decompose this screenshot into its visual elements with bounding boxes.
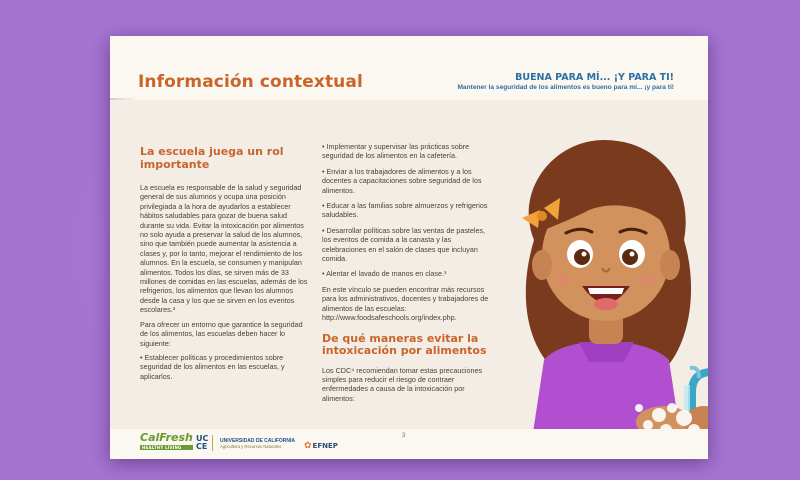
page-title: Información contextual	[138, 72, 363, 92]
list-item: • Alentar el lavado de manos en clase.³	[322, 269, 447, 279]
series-title: BUENA PARA MÍ... ¡Y PARA TI!	[515, 72, 674, 83]
list-item: • Establecer políticas y procedimientos sobre seguridad de los alimentos en las escuelas, y aplicarlos.	[140, 352, 285, 381]
paragraph: Los CDC⁴ recomiendan tomar estas precauciones simples para reducir el riesgo de contraer enfermedades a causa de la intoxicación por alimentos:	[322, 365, 483, 403]
calfresh-wordmark: CalFresh	[140, 431, 193, 444]
series-subtitle: Mantener la seguridad de los alimentos es bueno para mí... ¡y para ti!	[457, 84, 674, 91]
page-number: 3	[402, 433, 406, 439]
page-header	[110, 36, 708, 98]
list-item: • Desarrollar políticas sobre las ventas de pasteles, los eventos de comida a la canasta y las celebraciones en el salón de clases que incluyan comida.	[322, 225, 486, 264]
uc-name: UNIVERSIDAD DE CALIFORNIA	[220, 438, 296, 444]
paragraph: Para ofrecer un entorno que garantice la seguridad de los alimentos, las escuelas deben hacer lo siguiente:	[140, 319, 303, 348]
resource-link-paragraph: En este vínculo se pueden encontrar más recursos para los administrativos, docentes y trabajadores de alimentos de las escuelas: http://www.foodsafeschools.org/index.php.	[322, 284, 489, 323]
document-page	[110, 36, 708, 459]
list-item: • Implementar y supervisar las prácticas sobre seguridad de los alimentos en la cafetería.	[322, 142, 470, 161]
ucce-logo	[196, 435, 213, 451]
calfresh-tagline: HEALTHY LIVING	[140, 445, 193, 450]
list-item: • Enviar a los trabajadores de alimentos y a los docentes a capacitaciones sobre seguridad de los alimentos.	[322, 166, 482, 195]
uc-logo	[220, 438, 310, 450]
column-1	[140, 146, 310, 387]
page-footer	[110, 429, 708, 459]
section-heading-prevention: De qué maneras evitar la intoxicación por alimentos	[322, 331, 487, 357]
efnep-mark-icon: ✿	[304, 441, 312, 451]
column-2	[322, 142, 490, 408]
ucce-bottom: CE	[196, 442, 208, 451]
efnep-wordmark: EFNEP	[312, 442, 338, 450]
paragraph: La escuela es responsable de la salud y seguridad general de sus alumnos y ocupa una posición privilegiada a la hora de ayudarlos a establecer hábitos saludables para gozar de buena salud durante su vida. Evitar la intoxicación por alimentos no solo ayuda a preservar la salud de los alumnos, sino que también puede aumentar la asistencia a clases y, por lo tanto, mejorar el rendimiento de los alumnos. En la escuela, se consumen y manipulan alimentos. Todos los días, se sirven más de 33 millones de comidas en las escuelas, además de los refrigerios, los alimentos que llevan los alumnos desde la casa y los que se sirven en los eventos escolares.³	[140, 183, 308, 315]
uc-division: Agricultura y Recursos Naturales	[220, 444, 282, 449]
list-item: • Educar a las familias sobre almuerzos y refrigerios saludables.	[322, 201, 488, 220]
efnep-logo	[304, 441, 338, 451]
section-heading-school: La escuela juega un rol importante	[140, 145, 284, 171]
girl-washing-hands-illustration	[494, 130, 708, 459]
ucce-top: UC	[196, 434, 209, 443]
calfresh-logo	[140, 431, 193, 450]
